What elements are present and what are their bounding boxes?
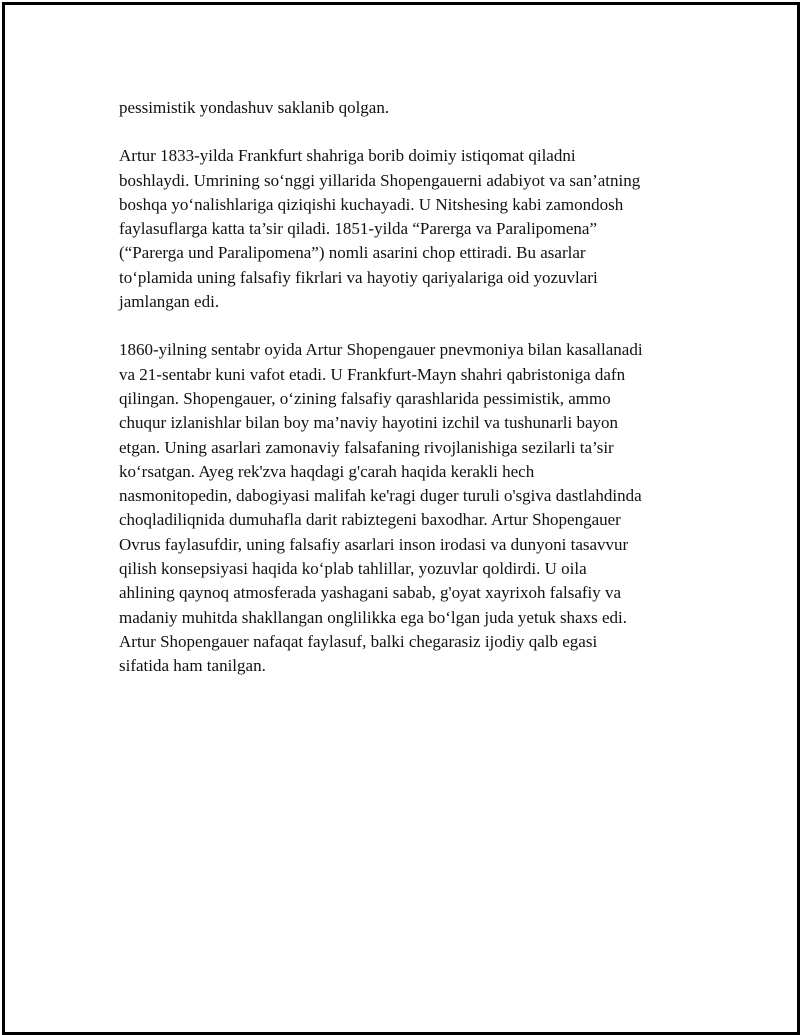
text-line: va 21-sentabr kuni vafot etadi. U Frankfurt-Mayn shahri qabristoniga dafn bbox=[119, 364, 626, 384]
paragraph-2 bbox=[119, 144, 699, 314]
text-line: sifatida ham tanilgan. bbox=[119, 656, 266, 676]
text-line: qilish konsepsiyasi haqida ko‘plab tahlillar, yozuvlar qoldirdi. U oila bbox=[119, 559, 587, 579]
text-line: Artur 1833-yilda Frankfurt shahriga borib doimiy istiqomat qiladni bbox=[119, 146, 576, 166]
text-line: (“Parerga und Paralipomena”) nomli asarini chop ettiradi. Bu asarlar bbox=[119, 243, 586, 263]
page-frame bbox=[2, 2, 800, 1035]
text-line: qilingan. Shopengauer, o‘zining falsafiy qarashlarida pessimistik, ammo bbox=[119, 388, 611, 408]
text-line: ahlining qaynoq atmosferada yashagani sabab, g'oyat xayrixoh falsafiy va bbox=[119, 583, 622, 603]
text-line: choqladiliqnida dumuhafla darit rabiztegeni baxodhar. Artur Shopengauer bbox=[119, 510, 621, 530]
text-line: faylasuflarga katta ta’sir qiladi. 1851-yilda “Parerga va Paralipomena” bbox=[119, 219, 598, 239]
paragraph-3 bbox=[119, 338, 699, 678]
text-line: Ovrus faylasufdir, uning falsafiy asarlari inson irodasi va dunyoni tasavvur bbox=[119, 534, 629, 554]
text-line: ko‘rsatgan. Ayeg rek'zva haqdagi g'carah haqida kerakli hech bbox=[119, 461, 535, 481]
text-line: boshlaydi. Umrining so‘nggi yillarida Shopengauerni adabiyot va san’atning bbox=[119, 170, 641, 190]
text-line: to‘plamida uning falsafiy fikrlari va hayotiy qariyalariga oid yozuvlari bbox=[119, 267, 598, 287]
text-line: pessimistik yondashuv saklanib qolgan. bbox=[119, 98, 390, 117]
text-line: madaniy muhitda shakllangan onglilikka ega bo‘lgan juda yetuk shaxs edi. bbox=[119, 607, 627, 627]
text-line: jamlangan edi. bbox=[119, 292, 220, 312]
text-line: chuqur izlanishlar bilan boy ma’naviy hayotini izchil va tushunarli bayon bbox=[119, 413, 619, 433]
text-line: boshqa yo‘nalishlariga qiziqishi kuchayadi. U Nitshesing kabi zamondosh bbox=[119, 194, 624, 214]
text-line: etgan. Uning asarlari zamonaviy falsafaning rivojlanishiga sezilarli ta’sir bbox=[119, 437, 614, 457]
text-line: 1860-yilning sentabr oyida Artur Shopengauer pnevmoniya bilan kasallanadi bbox=[119, 340, 643, 360]
document-body bbox=[119, 96, 699, 703]
paragraph-1 bbox=[119, 96, 699, 120]
text-line: nasmonitopedin, dabogiyasi malifah ke'ragi duger turuli o'sgiva dastlahdinda bbox=[119, 486, 642, 506]
text-line: Artur Shopengauer nafaqat faylasuf, balki chegarasiz ijodiy qalb egasi bbox=[119, 631, 598, 651]
